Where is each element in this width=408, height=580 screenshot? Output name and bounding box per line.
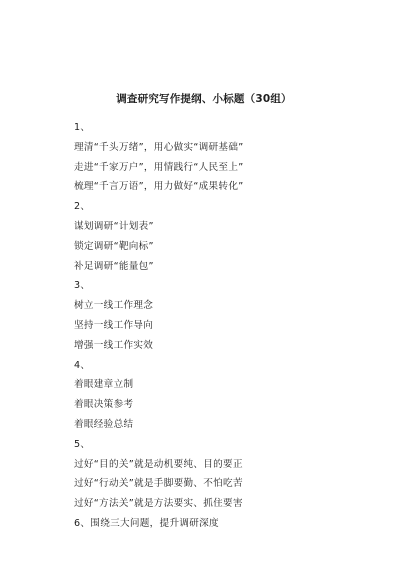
section-number: 4、 <box>74 359 91 371</box>
outline-item: 过好“方法关”就是方法要实、抓住要害 <box>74 498 243 510</box>
outline-item: 增强一线工作实效 <box>74 339 154 351</box>
section-number: 5、 <box>74 438 91 450</box>
section-heading: 6、围绕三大问题，提升调研深度 <box>74 517 219 529</box>
section-number: 2、 <box>74 201 91 213</box>
outline-item: 坚持一线工作导向 <box>74 319 154 331</box>
outline-item: 着眼决策参考 <box>74 399 134 411</box>
outline-item: 梳理“千言万语”，用力做好“成果转化” <box>74 181 244 193</box>
section-number: 3、 <box>74 280 91 292</box>
outline-item: 锁定调研“靶向标” <box>74 240 154 252</box>
outline-item: 着眼建章立制 <box>74 379 134 391</box>
outline-item: 过好“行动关”就是手脚要勤、不怕吃苦 <box>74 478 243 490</box>
outline-item: 走进“千家万户”，用情践行“人民至上” <box>74 161 244 173</box>
outline-item: 过好“目的关”就是动机要纯、目的要正 <box>74 458 243 470</box>
document-title: 调查研究写作提纲、小标题（30组） <box>116 93 292 105</box>
outline-item: 补足调研“能量包” <box>74 260 154 272</box>
outline-item: 理清“千头万绪”，用心做实“调研基础” <box>74 141 244 153</box>
section-number: 1、 <box>74 122 91 133</box>
outline-item: 着眼经验总结 <box>74 418 134 430</box>
outline-item: 谋划调研“计划表” <box>74 220 154 232</box>
outline-item: 树立一线工作理念 <box>74 300 154 312</box>
outline-list <box>74 118 374 534</box>
